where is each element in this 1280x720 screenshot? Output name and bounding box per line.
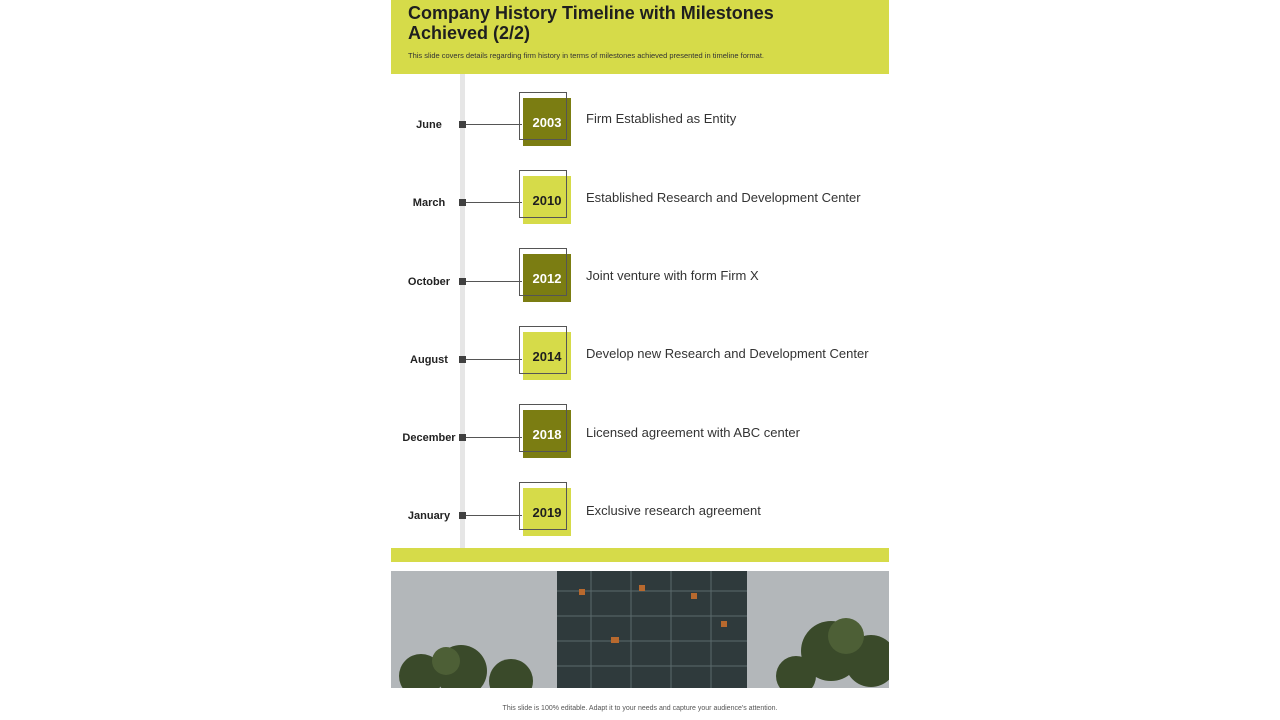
timeline-month: August xyxy=(410,354,448,366)
timeline-row xyxy=(391,326,889,386)
timeline-connector xyxy=(466,515,522,516)
timeline-connector xyxy=(466,281,522,282)
timeline-row xyxy=(391,404,889,464)
accent-bar xyxy=(391,548,889,562)
timeline-dot xyxy=(459,356,466,363)
building-illustration xyxy=(391,571,889,688)
page-subtitle: This slide covers details regarding firm history in terms of milestones achieved presented in timeline format. xyxy=(408,51,764,60)
milestone-text: Licensed agreement with ABC center xyxy=(586,425,800,440)
milestone-text: Joint venture with form Firm X xyxy=(586,268,759,283)
timeline-row xyxy=(391,482,889,542)
timeline-month: October xyxy=(407,276,451,288)
header-banner xyxy=(391,0,889,74)
year-badge xyxy=(519,482,573,538)
timeline-dot xyxy=(459,434,466,441)
year-badge xyxy=(519,170,573,226)
timeline-dot xyxy=(459,278,466,285)
year-label: 2018 xyxy=(523,410,571,458)
year-outline xyxy=(519,326,567,374)
timeline-dot xyxy=(459,199,466,206)
timeline-month: March xyxy=(412,197,446,209)
year-label: 2014 xyxy=(523,332,571,380)
year-badge xyxy=(519,404,573,460)
year-outline xyxy=(519,482,567,530)
year-label: 2019 xyxy=(523,488,571,536)
page-title: Company History Timeline with Milestones Achieved (2/2) xyxy=(408,3,774,43)
milestone-text: Established Research and Development Center xyxy=(586,190,861,205)
year-outline xyxy=(519,92,567,140)
year-outline xyxy=(519,404,567,452)
footer-note: This slide is 100% editable. Adapt it to your needs and capture your audience's attention. xyxy=(502,705,778,712)
timeline-row xyxy=(391,248,889,308)
timeline-connector xyxy=(466,202,522,203)
year-badge xyxy=(519,326,573,382)
timeline-connector xyxy=(466,124,522,125)
year-outline xyxy=(519,248,567,296)
milestone-text: Exclusive research agreement xyxy=(586,503,761,518)
year-label: 2010 xyxy=(523,176,571,224)
milestone-text: Firm Established as Entity xyxy=(586,111,737,126)
timeline-month: June xyxy=(416,119,442,131)
timeline-month: December xyxy=(402,432,456,444)
timeline-row xyxy=(391,170,889,230)
slide-page xyxy=(391,0,889,720)
milestone-text: Develop new Research and Development Center xyxy=(586,346,869,361)
year-outline xyxy=(519,170,567,218)
year-badge xyxy=(519,248,573,304)
timeline-dot xyxy=(459,512,466,519)
timeline-dot xyxy=(459,121,466,128)
year-label: 2012 xyxy=(523,254,571,302)
year-badge xyxy=(519,92,573,148)
timeline-connector xyxy=(466,437,522,438)
timeline-row xyxy=(391,92,889,152)
timeline-month: January xyxy=(407,510,451,522)
building-photo xyxy=(391,571,889,688)
year-label: 2003 xyxy=(523,98,571,146)
timeline-connector xyxy=(466,359,522,360)
